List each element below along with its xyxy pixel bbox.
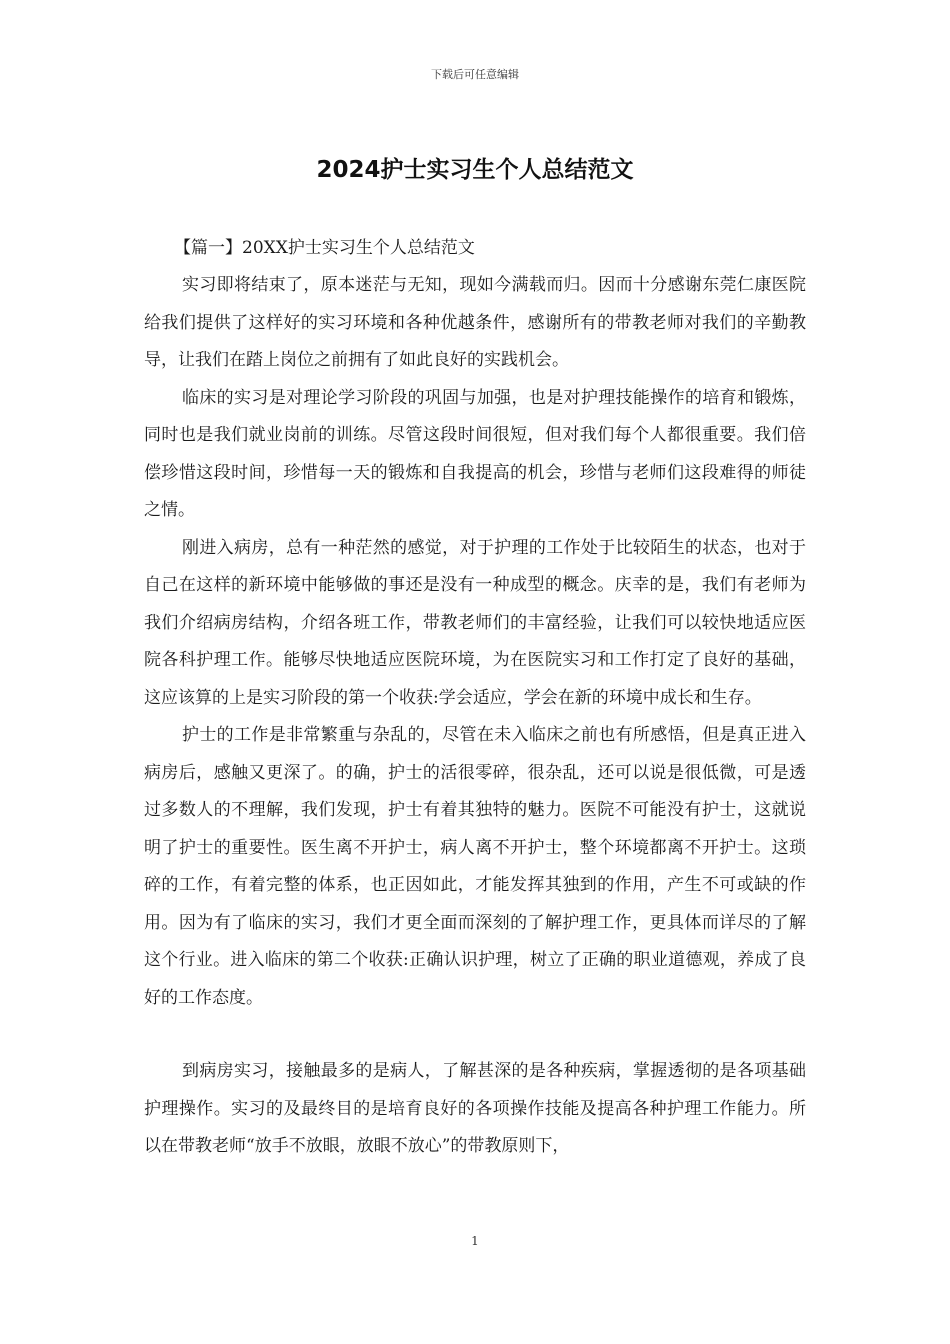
- header-note: 下载后可任意编辑: [431, 68, 519, 81]
- document-title: 2024护士实习生个人总结范文: [316, 157, 634, 183]
- page-number: 1: [471, 1234, 479, 1248]
- paragraph-1: 实习即将结束了，原本迷茫与无知，现如今满载而归。因而十分感谢东莞仁康医院给我们提供了这样好的实习环境和各种优越条件，感谢所有的带教老师对我们的辛勤教导，让我们在踏上岗位之前拥有了如此良好的实践机会。: [144, 275, 806, 370]
- document-body: [144, 230, 806, 1166]
- paragraph-3: 刚进入病房，总有一种茫然的感觉，对于护理的工作处于比较陌生的状态，也对于自己在这样的新环境中能够做的事还是没有一种成型的概念。庆幸的是，我们有老师为我们介绍病房结构，介绍各班工作，带教老师们的丰富经验，让我们可以较快地适应医院各科护理工作。能够尽快地适应医院环境，为在医院实习和工作打定了良好的基础，这应该算的上是实习阶段的第一个收获:学会适应，学会在新的环境中成长和生存。: [144, 537, 806, 708]
- section-heading: 【篇一】20XX护士实习生个人总结范文: [174, 238, 475, 258]
- paragraph-2: 临床的实习是对理论学习阶段的巩固与加强，也是对护理技能操作的培育和锻炼，同时也是我们就业岗前的训练。尽管这段时间很短，但对我们每个人都很重要。我们倍偿珍惜这段时间，珍惜每一天的锻炼和自我提高的机会，珍惜与老师们这段难得的师徒之情。: [144, 387, 806, 520]
- paragraph-4: 护士的工作是非常繁重与杂乱的，尽管在未入临床之前也有所感悟，但是真正进入病房后，感触又更深了。的确，护士的活很零碎，很杂乱，还可以说是很低微，可是透过多数人的不理解，我们发现，护士有着其独特的魅力。医院不可能没有护士，这就说明了护士的重要性。医生离不开护士，病人离不开护士，整个环境都离不开护士。这琐碎的工作，有着完整的体系，也正因如此，才能发挥其独到的作用，产生不可或缺的作用。因为有了临床的实习，我们才更全面而深刻的了解护理工作，更具体而详尽的了解这个行业。进入临床的第二个收获:正确认识护理，树立了正确的职业道德观，养成了良好的工作态度。: [144, 725, 806, 1008]
- paragraph-5: 到病房实习，接触最多的是病人，了解甚深的是各种疾病，掌握透彻的是各项基础护理操作。实习的及最终目的是培育良好的各项操作技能及提高各种护理工作能力。所以在带教老师“放手不放眼，放眼不放心”的带教原则下，: [144, 1061, 806, 1156]
